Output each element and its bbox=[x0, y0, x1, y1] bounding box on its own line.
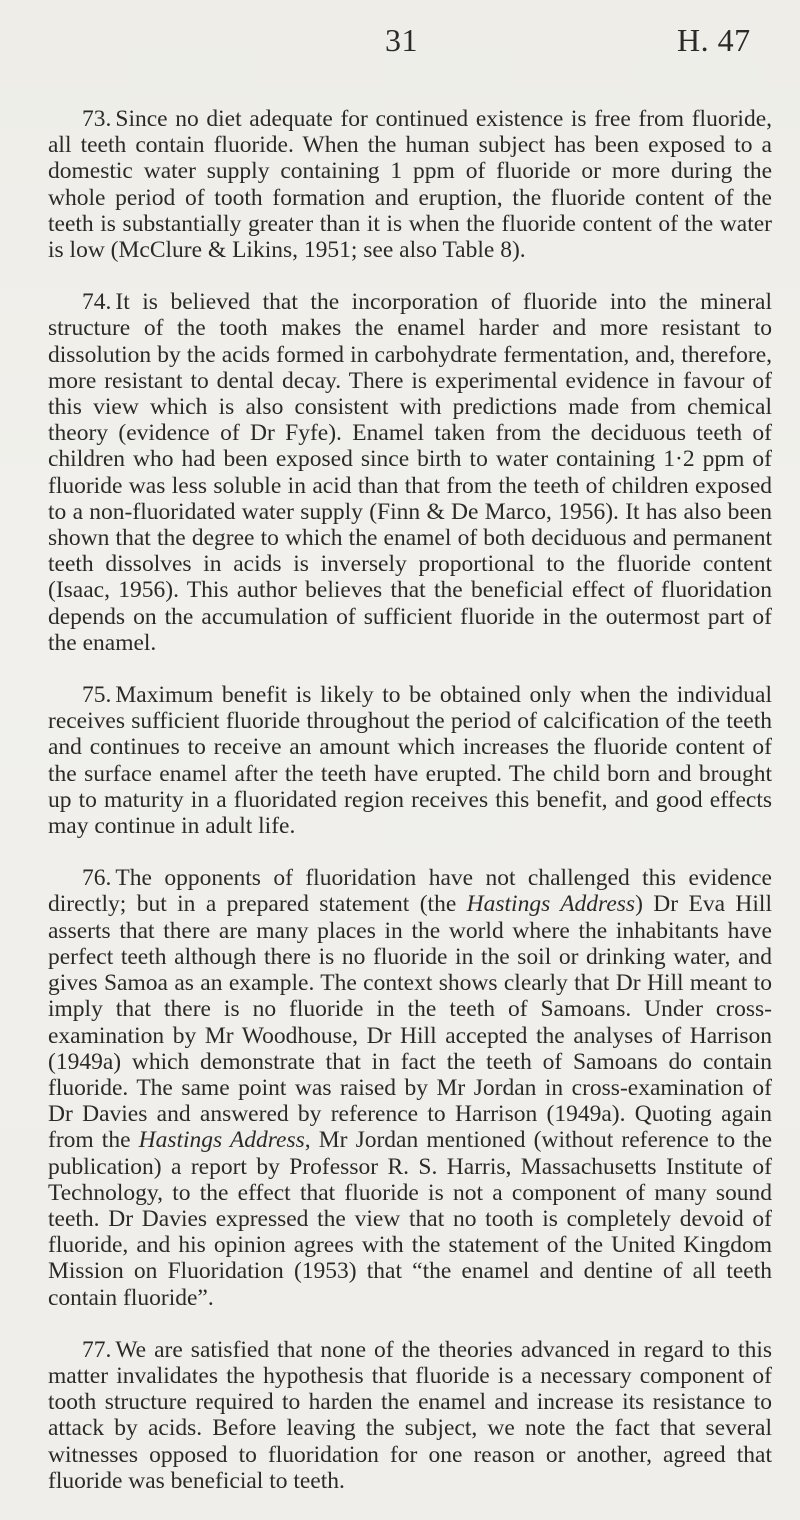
paragraph-number: 73. bbox=[82, 106, 112, 132]
paragraph-text: It is believed that the incorporation of fluoride into the mineral structure of the tooth makes the enamel harder and more resistant to dissolution by the acids formed in carbohydrate fermentation, and, therefore, more resistant to dental decay. There is experimental evidence in favour of this view which is also consistent with predictions made from chemical theory (evidence of Dr Fyfe). Enamel taken from the deciduous teeth of children who had been exposed since birth to water containing 1·2 ppm of fluoride was less soluble in acid than that from the teeth of children exposed to a non-fluoridated water supply (Finn & De Marco, 1956). It has also been shown that the degree to which the enamel of both deciduous and permanent teeth dissolves in acids is inversely proportional to the fluoride content (Isaac, 1956). This author believes that the beneficial effect of fluoridation depends on the accumulation of sufficient fluoride in the outermost part of the enamel. bbox=[48, 289, 772, 656]
paragraph-76 bbox=[48, 865, 772, 1310]
paragraph-text: The opponents of fluoridation have not challenged this evidence directly; but in a prepared statement (the bbox=[48, 865, 772, 918]
page-header bbox=[0, 18, 800, 62]
paragraph-75 bbox=[48, 682, 772, 839]
document-reference: H. 47 bbox=[677, 22, 751, 58]
paragraph-text: We are satisfied that none of the theories advanced in regard to this matter invalidates the hypothesis that fluoride is a necessary component of tooth structure required to harden the enamel and increase its resistance to attack by acids. Before leaving the subject, we note the fact that several witnesses opposed to fluoridation for one reason or another, agreed that fluoride was beneficial to teeth. bbox=[48, 1336, 772, 1494]
paragraph-number: 77. bbox=[82, 1336, 112, 1363]
paragraph-73 bbox=[48, 106, 772, 263]
paragraph-number: 76. bbox=[82, 865, 112, 892]
paragraph-74 bbox=[48, 289, 772, 656]
body-text bbox=[48, 106, 772, 1520]
citation-title: Hastings Address bbox=[466, 891, 636, 918]
paragraph-number: 75. bbox=[82, 682, 112, 709]
paragraph-number: 74. bbox=[82, 289, 112, 316]
page-number: 31 bbox=[385, 22, 418, 58]
paragraph-77 bbox=[48, 1337, 772, 1494]
citation-title: Hastings Address bbox=[138, 1127, 305, 1154]
paragraph-text: Maximum benefit is likely to be obtained only when the individual receives sufficient fluoride throughout the period of calcification of the teeth and continues to receive an amount which increases the fluoride content of the surface enamel after the teeth have erupted. The child born and brought up to maturity in a fluoridated region receives this benefit, and good effects may continue in adult life. bbox=[48, 682, 772, 840]
paragraph-text: ) Dr Eva Hill asserts that there are many places in the world where the inhabitants have perfect teeth although there is no fluoride in the soil or drinking water, and gives Samoa as an example. The context shows clearly that Dr Hill meant to imply that there is no fluoride in the teeth of Samoans. Under cross-examination by Mr Woodhouse, Dr Hill accepted the analyses of Harrison (1949a) which demonstrate that in fact the teeth of Samoans do contain fluoride. The same point was raised by Mr Jordan in cross-examination of Dr Davies and answered by reference to Harrison (1949a). Quoting again from the bbox=[48, 891, 772, 1154]
paragraph-text: , Mr Jordan mentioned (without reference to the publication) a report by Professor R. S. Harris, Massachusetts Institute of Technology, to the effect that fluoride is not a component of many sound teeth. Dr Davies expressed the view that no tooth is completely devoid of fluoride, and his opinion agrees with the statement of the United Kingdom Mission on Fluoridation (1953) that “the enamel and dentine of all teeth contain fluoride”. bbox=[48, 1127, 773, 1311]
paragraph-text: Since no diet adequate for continued existence is free from fluoride, all teeth contain fluoride. When the human subject has been exposed to a domestic water supply containing 1 ppm of fluoride or more during the whole period of tooth formation and eruption, the fluoride content of the teeth is substantially greater than it is when the fluoride content of the water is low (McClure & Likins, 1951; see also Table 8). bbox=[48, 106, 772, 264]
